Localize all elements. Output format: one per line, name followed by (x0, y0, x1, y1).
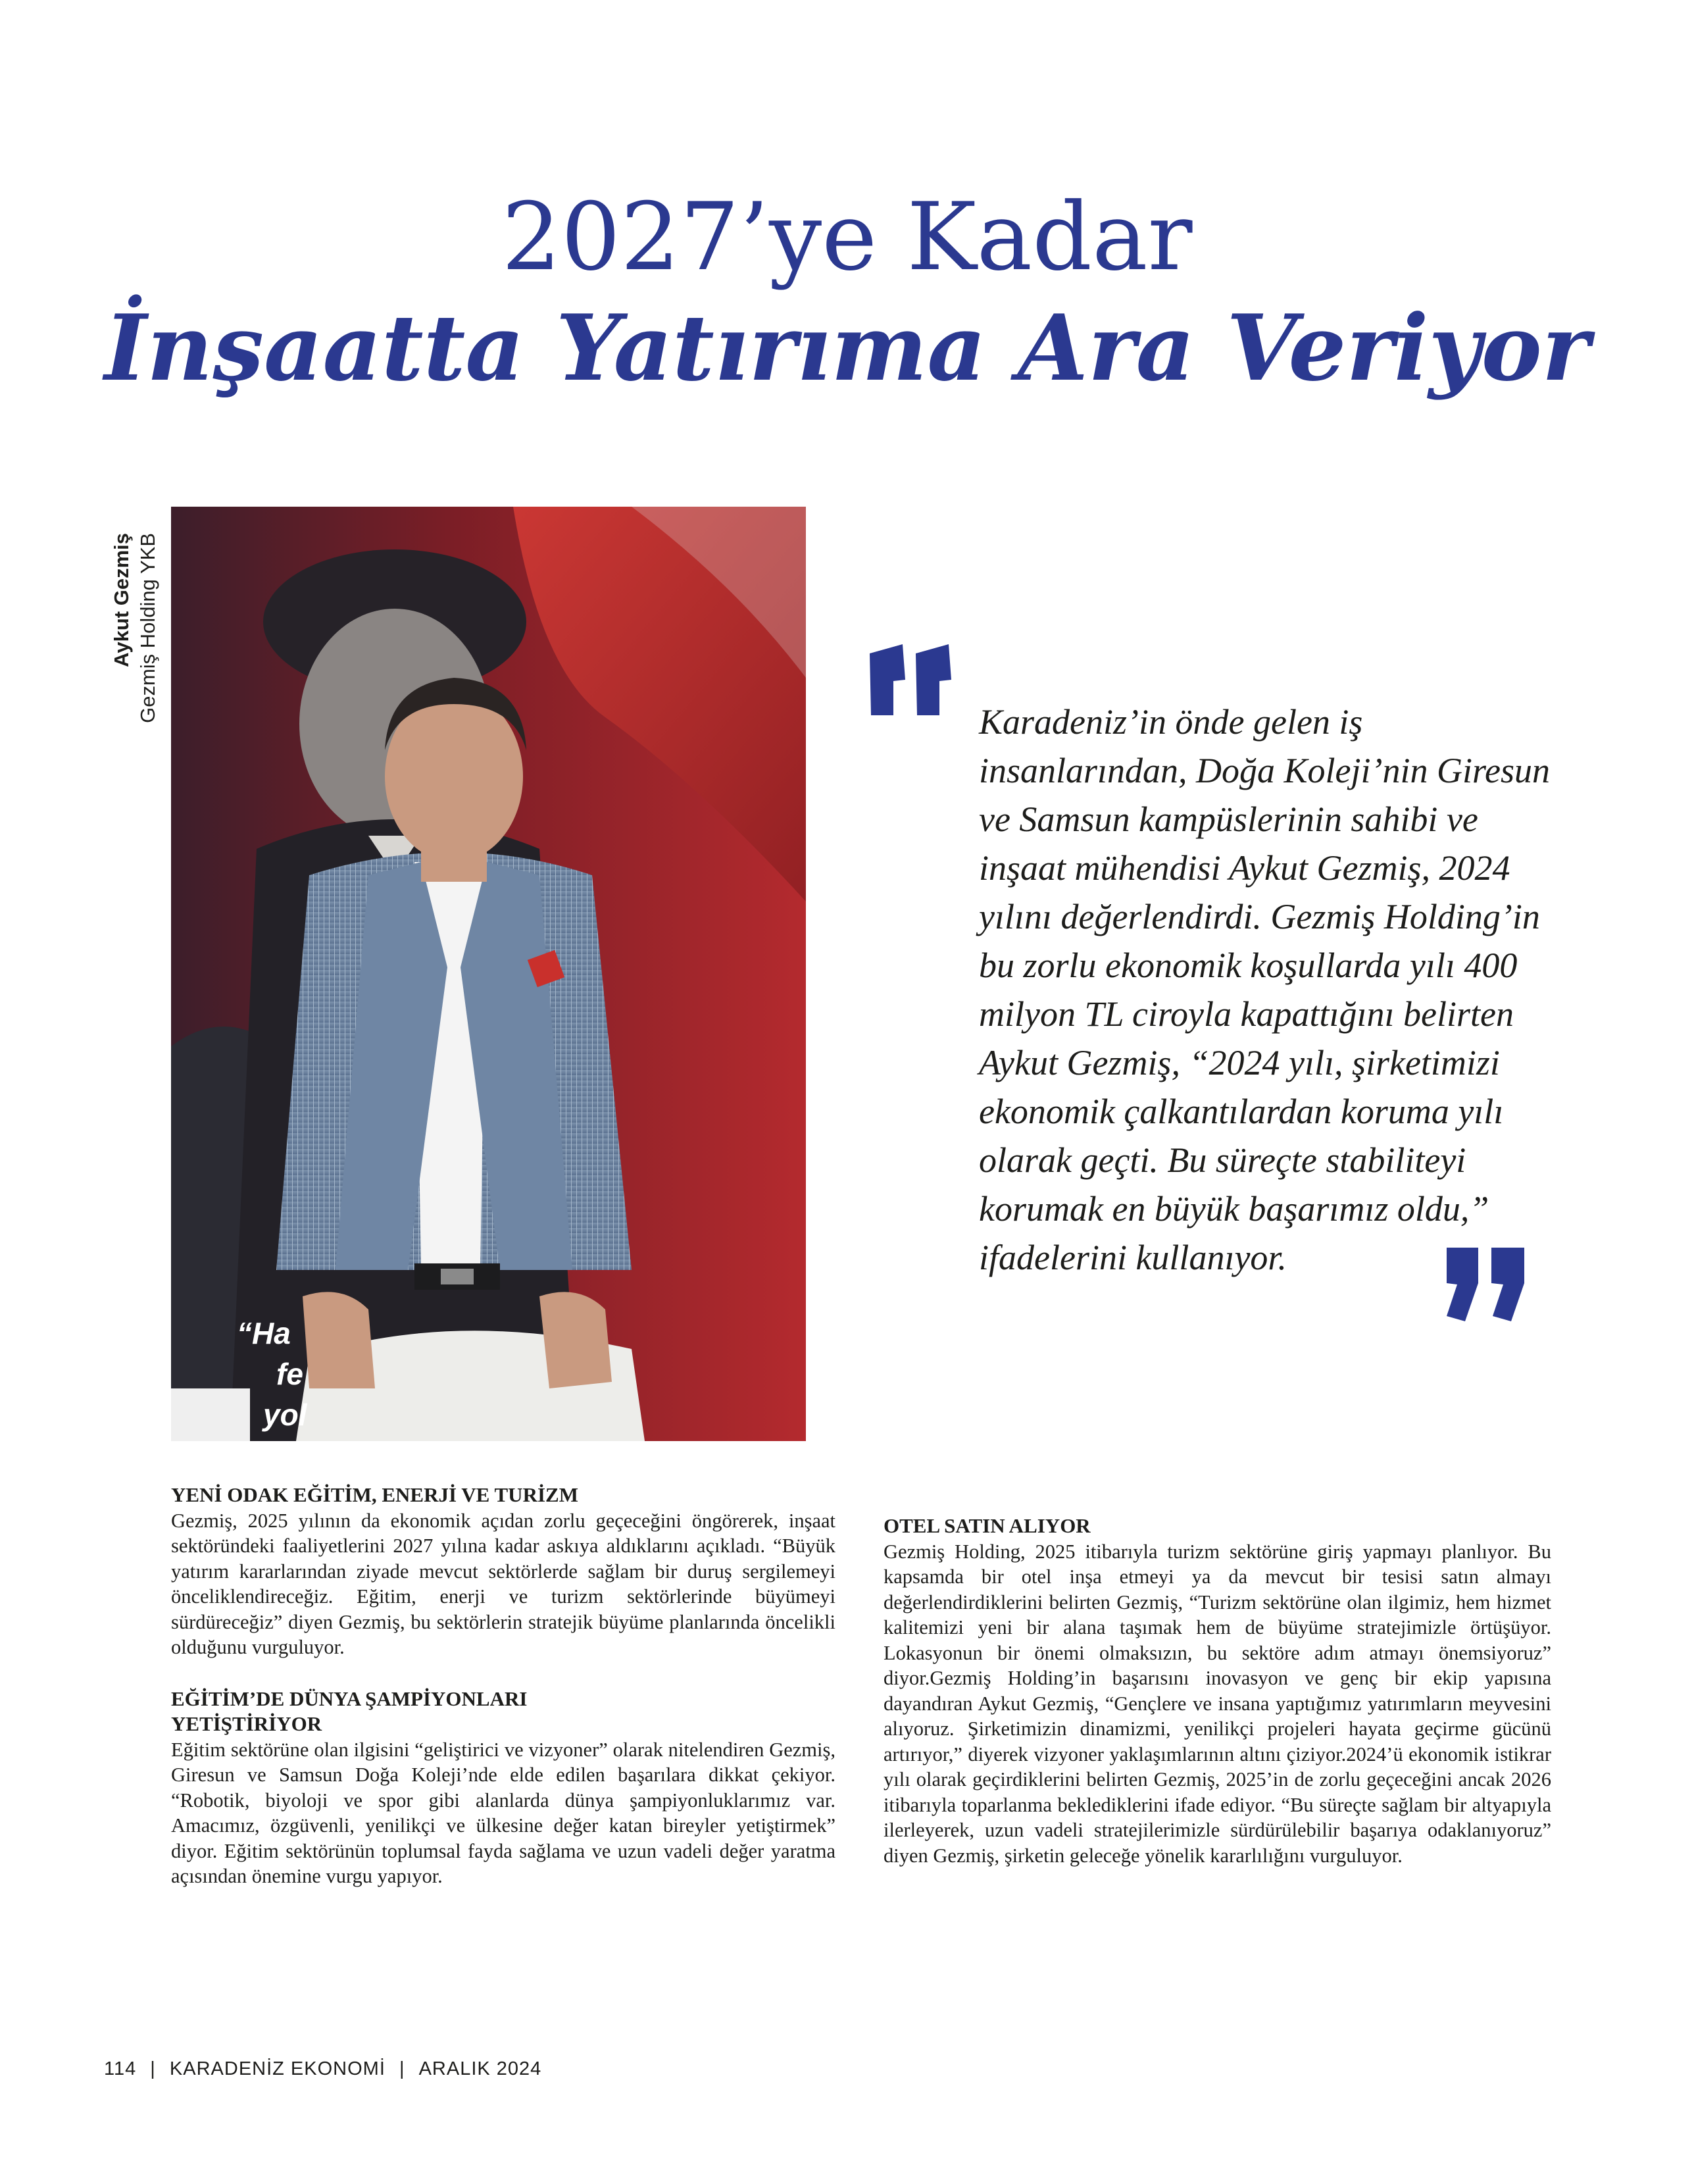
issue-date: ARALIK 2024 (418, 2058, 542, 2079)
section-heading: OTEL SATIN ALIYOR (884, 1514, 1091, 1537)
footer-separator: | (399, 2058, 405, 2079)
section-heading: YENİ ODAK EĞİTİM, ENERJİ VE TURİZM (171, 1483, 578, 1506)
pull-quote: Karadeniz’in önde gelen iş insanlarından, Doğa Koleji’nin Giresun ve Samsun kampüslerinin sahibi ve inşaat mühendisi Aykut Gezmiş, 2024 yılını değerlendirdi. Gezmiş Holding’in bu zorlu ekonomik koşullarda yılı 400 milyon TL ciroyla kapattığını belirten Aykut Gezmiş, “2024 yılı, şirketimizi ekonomik çalkantılardan koruma yılı olarak geçti. Bu süreçte stabiliteyi korumak en büyük başarımız oldu,” ifadelerini kullanıyor. (979, 702, 1551, 1277)
overlay-line: yol (263, 1398, 307, 1432)
heading-line: EĞİTİM’DE DÜNYA ŞAMPİYONLARI (171, 1687, 528, 1710)
footer-separator: | (150, 2058, 156, 2079)
portrait-photo (171, 507, 806, 1441)
right-column (884, 1513, 1551, 1868)
section-body: Eğitim sektörüne olan ilgisini “geliştirici ve vizyoner” olarak nitelendiren Gezmiş, Giresun ve Samsun Doğa Koleji’nde elde edilen başarılara dikkat çekiyor. “Robotik, biyoloji ve spor gibi alanlarda dünya şampiyonluklarımız var. Amacımız, özgüvenli, yenilikçi ve ülkesine değer katan bireyler yetiştirmek” diyor. Eğitim sektörünün toplumsal fayda sağlama ve uzun vadeli değer yaratma açısından önemine vurgu yapıyor. (171, 1738, 835, 1887)
section-heading (171, 1687, 835, 1737)
portrait-illustration (171, 507, 806, 1441)
page-number: 114 (104, 2058, 137, 2079)
section-body: Gezmiş, 2025 yılının da ekonomik açıdan zorlu geçeceğini öngörerek, inşaat sektöründeki faaliyetlerini 2027 yılına kadar askıya aldıklarını açıkladı. “Büyük yatırım kararlarından ziyade mevcut sektörlerde sağlam bir duruş sergilemeyi önceliklendireceğiz. Eğitim, enerji ve turizm sektörlerinde büyümeyi sürdüreceğiz” diyen Gezmiş, bu sektörlerin stratejik büyüme planlarında öncelikli olduğunu vurguluyor. (171, 1509, 835, 1658)
caption-role: Gezmiş Holding YKB (136, 533, 159, 723)
photo-caption (109, 533, 168, 796)
headline-line-1: 2027’ye Kadar (501, 183, 1193, 292)
page-footer (100, 2058, 545, 2080)
open-quote-icon (867, 642, 954, 719)
magazine-name: KARADENİZ EKONOMİ (169, 2058, 386, 2079)
photo-overlay-text (237, 1313, 307, 1435)
overlay-line: fe (276, 1357, 303, 1391)
left-column (171, 1483, 835, 1889)
heading-line: YETİŞTİRİYOR (171, 1712, 322, 1735)
section-body: Gezmiş Holding, 2025 itibarıyla turizm sektörüne giriş yapmayı planlıyor. Bu kapsamda bir otel inşa etmeyi ya da mevcut bir tesisi satın almayı değerlendirdiklerini belirten Gezmiş, “Turizm sektörüne olan ilgimiz, hem hizmet kalitemizi yeni bir alana taşımak hem de büyüme stratejimizle örtüşüyor. Lokasyonun bir önemi olmaksızın, bu sektöre adım atmayı önemsiyoruz” diyor.Gezmiş Holding’in başarısını inovasyon ve genç bir ekip yapısına dayandıran Aykut Gezmiş, “Gençlere ve insana yaptığımız yatırımların meyvesini alıyoruz. Şirketimizin dinamizmi, yenilikçi projeleri hayata geçirme gücünü artırıyor,” diyerek vizyoner yaklaşımlarının altını çiziyor.2024’ü ekonomik istikrar yılı olarak geçirdiklerini belirten Gezmiş, 2025’in de zorlu geçeceğini ancak 2026 itibarıyla toparlanma beklediklerini ifade ediyor. “Bu süreçte sağlam bir altyapıyla ilerleyerek, uzun vadeli stratejilerimizle sürdürülebilir başarıya odaklanıyoruz” diyen Gezmiş, şirketin geleceğe yönelik kararlılığını vurguluyor. (884, 1540, 1551, 1867)
headline-line-2: İnşaatta Yatırıma Ara Veriyor (104, 294, 1590, 401)
caption-name: Aykut Gezmiş (110, 533, 133, 667)
overlay-line: “Ha (237, 1316, 291, 1350)
